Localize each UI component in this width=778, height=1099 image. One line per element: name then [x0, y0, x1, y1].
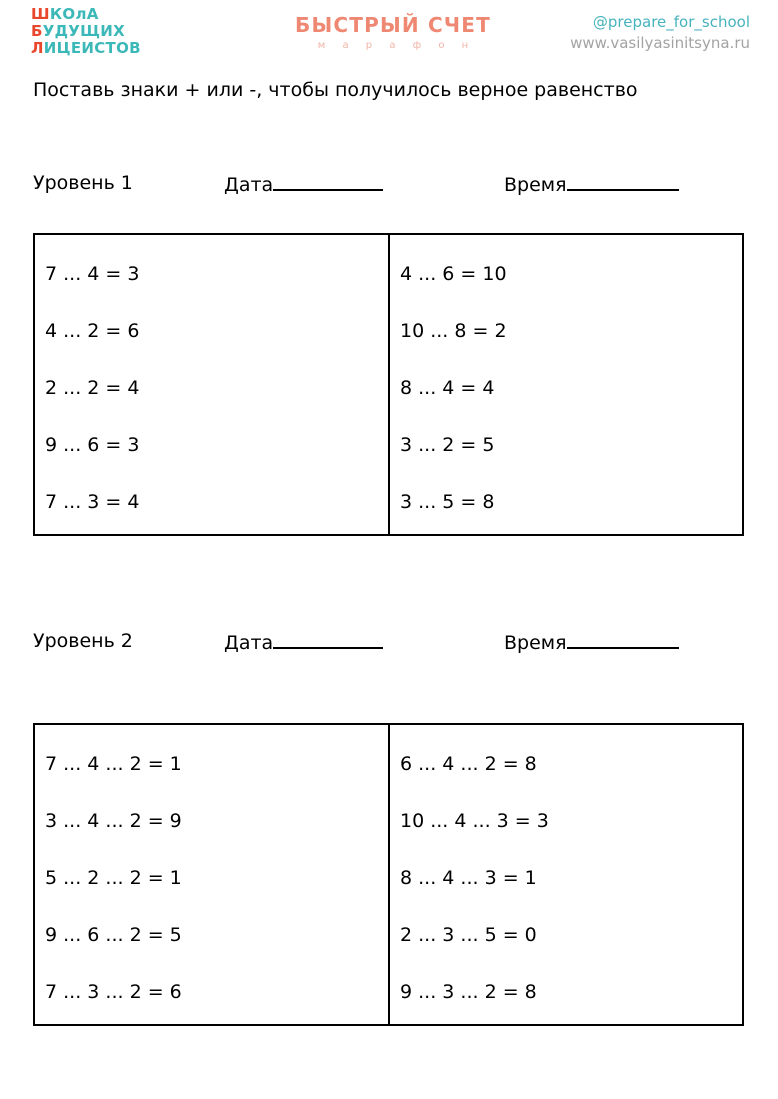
logo-line-1 [31, 6, 141, 23]
level-2-date-blank[interactable] [273, 630, 383, 649]
level-2-time-blank[interactable] [567, 630, 679, 649]
level-1-date-field[interactable] [224, 172, 383, 196]
brand-subtitle: м а р а ф о н [317, 40, 476, 51]
level-2-left-column [35, 725, 388, 1024]
equation-item[interactable]: 7 ... 3 = 4 [45, 491, 140, 513]
instruction-text: Поставь знаки + или -, чтобы получилось верное равенство [33, 79, 638, 101]
level-2-time-label: Время [504, 632, 567, 654]
level-1-header-row [33, 172, 745, 200]
equation-item[interactable]: 8 ... 4 ... 3 = 1 [400, 867, 537, 889]
equation-item[interactable]: 7 ... 4 = 3 [45, 263, 140, 285]
school-logo [31, 6, 141, 57]
equation-item[interactable]: 7 ... 3 ... 2 = 6 [45, 981, 182, 1003]
brand-title: БЫСТРЫЙ СЧЕТ [295, 13, 491, 37]
level-1-date-label: Дата [224, 174, 274, 196]
page-header [0, 0, 778, 68]
level-2-header-row [33, 630, 745, 658]
equation-item[interactable]: 9 ... 6 ... 2 = 5 [45, 924, 182, 946]
equation-item[interactable]: 8 ... 4 = 4 [400, 377, 495, 399]
social-handle[interactable]: @prepare_for_school [592, 13, 750, 31]
logo-line-1-rest: КОлА [49, 5, 99, 23]
equation-item[interactable]: 10 ... 4 ... 3 = 3 [400, 810, 549, 832]
level-1-label: Уровень 1 [33, 172, 133, 194]
level-2-date-field[interactable] [224, 630, 383, 654]
level-1-time-label: Время [504, 174, 567, 196]
level-1-left-column [35, 235, 388, 534]
level-2-label: Уровень 2 [33, 630, 133, 652]
equation-item[interactable]: 10 ... 8 = 2 [400, 320, 507, 342]
equation-item[interactable]: 5 ... 2 ... 2 = 1 [45, 867, 182, 889]
level-2-right-column [388, 725, 742, 1024]
level-1-time-blank[interactable] [567, 172, 679, 191]
equation-item[interactable]: 4 ... 6 = 10 [400, 263, 507, 285]
logo-line-2 [31, 23, 141, 40]
equation-item[interactable]: 2 ... 3 ... 5 = 0 [400, 924, 537, 946]
website-url[interactable]: www.vasilyasinitsyna.ru [570, 34, 750, 52]
level-1-equations-table [33, 233, 744, 536]
brand-block [283, 14, 503, 52]
equation-item[interactable]: 6 ... 4 ... 2 = 8 [400, 753, 537, 775]
logo-line-3 [31, 40, 141, 57]
contact-block [570, 12, 750, 54]
equation-item[interactable]: 7 ... 4 ... 2 = 1 [45, 753, 182, 775]
equation-item[interactable]: 9 ... 3 ... 2 = 8 [400, 981, 537, 1003]
logo-line-3-rest: ИЦЕИСТОВ [43, 39, 141, 57]
level-1-time-field[interactable] [504, 172, 679, 196]
equation-item[interactable]: 3 ... 5 = 8 [400, 491, 495, 513]
equation-item[interactable]: 3 ... 2 = 5 [400, 434, 495, 456]
level-2-time-field[interactable] [504, 630, 679, 654]
equation-item[interactable]: 2 ... 2 = 4 [45, 377, 140, 399]
equation-item[interactable]: 9 ... 6 = 3 [45, 434, 140, 456]
equation-item[interactable]: 4 ... 2 = 6 [45, 320, 140, 342]
logo-line-2-rest: УДУЩИХ [42, 22, 126, 40]
equation-item[interactable]: 3 ... 4 ... 2 = 9 [45, 810, 182, 832]
logo-line-2-initial: Б [31, 22, 43, 40]
logo-line-3-initial: Л [31, 39, 44, 57]
level-2-equations-table [33, 723, 744, 1026]
level-2-date-label: Дата [224, 632, 274, 654]
level-1-right-column [388, 235, 742, 534]
level-1-date-blank[interactable] [273, 172, 383, 191]
logo-line-1-initial: Ш [31, 5, 50, 23]
